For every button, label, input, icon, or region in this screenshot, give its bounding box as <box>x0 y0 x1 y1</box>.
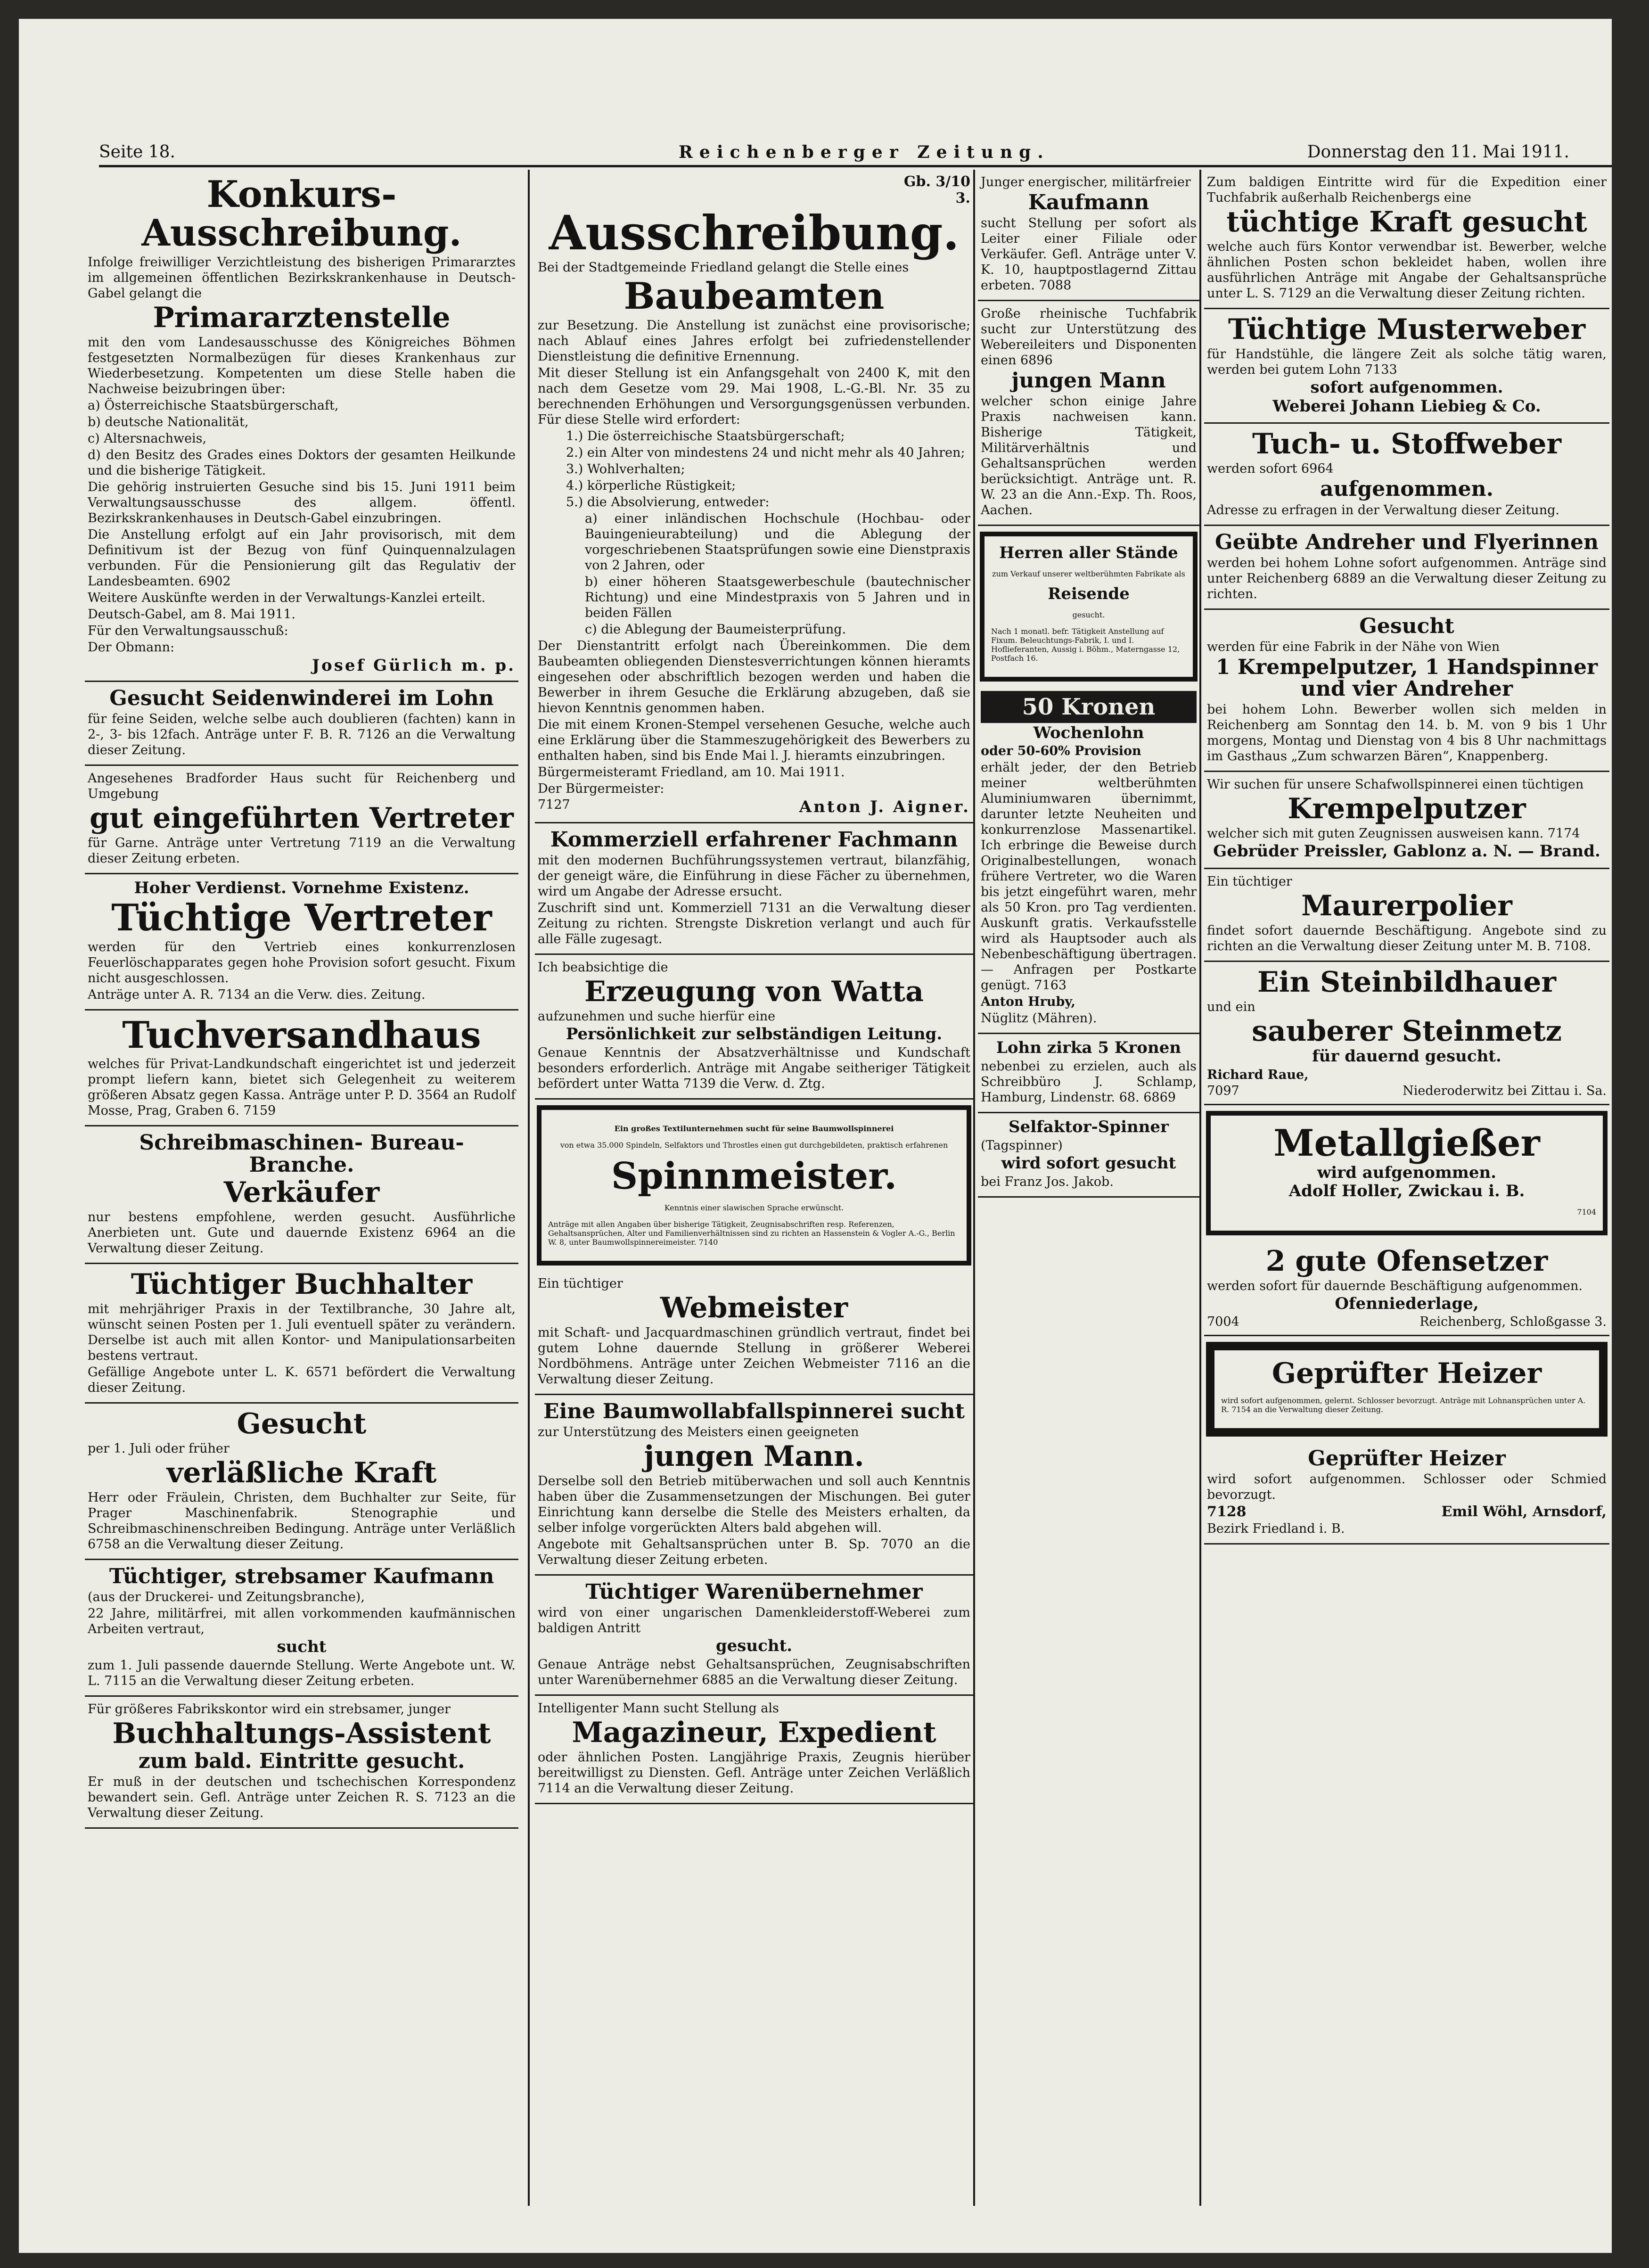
ad-signature: Anton J. Aigner. <box>799 797 970 816</box>
ad-title: Ein Steinbildhauer <box>1257 966 1557 999</box>
ad-title: gut eingeführten Vertreter <box>90 801 514 835</box>
ad-title: Erzeugung von Watta <box>584 975 924 1009</box>
ad-text: wird sofort aufgenommen. Schlosser oder Schmied bevorzugt. <box>1207 1471 1607 1502</box>
ad-line: werden für eine Fabrik in der Nähe von Wien <box>1207 639 1500 654</box>
ad-firm: Weberei Johann Liebieg & Co. <box>1272 396 1541 416</box>
ad-number: 7097 <box>1207 1083 1239 1098</box>
ad-text: Infolge freiwilliger Verzichtleistung des bisherigen Primararztes im allgemeinen öffentlichen Bezirkskrankenhause in Deutsch-Gabel gelangt die <box>88 255 516 301</box>
ad-title: Webmeister <box>660 1291 848 1324</box>
ad-text: Die mit einem Kronen-Stempel versehenen Gesuche, welche auch eine Erklärung über die Stammeszugehörigkeit des Bewerbers zu enthalten haben, sind bis Ende Mai l. J. hieramts einzubringen. <box>538 717 970 763</box>
ad-text: 22 Jahre, militärfrei, mit allen vorkommenden kaufmännischen Arbeiten vertraut, <box>88 1606 516 1636</box>
ad-seidenwinderei <box>85 682 518 766</box>
ad-wochenlohn <box>978 687 1199 1035</box>
ad-title: Gesucht Seidenwinderei im Lohn <box>109 686 494 710</box>
ad-number: 7128 <box>1207 1503 1247 1520</box>
ad-title: Tüchtiger, strebsamer Kaufmann <box>109 1564 494 1588</box>
ad-text: mit mehrjähriger Praxis in der Textilbranche, 30 Jahre alt, wünscht seinen Posten per 1. Juli eventuell später zu verändern. Derselbe ist auch mit allen Kontor- und Manipulationsarbeiten bestens vertraut. <box>88 1301 516 1363</box>
ad-place: Bürgermeisteramt Friedland, am 10. Mai 1911. <box>538 764 845 780</box>
ad-text: mit Schaft- und Jacquardmaschinen gründlich vertraut, findet bei gutem Lohne dauernde Stellung in größerer Weberei Nordböhmens. Anträge unter Zeichen Webmeister 7116 an die Verwaltung dieser Zeitung. <box>538 1325 970 1387</box>
ad-text: Anträge unter A. R. 7134 an die Verw. dies. Zeitung. <box>88 987 426 1002</box>
ad-text: welcher schon einige Jahre Praxis nachweisen kann. Bisherige Tätigkeit, Militärverhältnis und Gehaltsansprüchen werden berücksichtigt. Anträge unt. R. W. 23 an die Ann.-Exp. Th. Roos, Aachen. <box>981 394 1197 518</box>
ad-subtitle: Primararztenstelle <box>153 301 451 334</box>
ad-text: nebenbei zu erzielen, auch als Schreibbüro J. Schlamp, Hamburg, Lindenstr. 68. 6869 <box>981 1059 1197 1105</box>
ad-stoffweber <box>1204 424 1609 526</box>
ad-junger-kaufmann <box>978 170 1199 301</box>
ad-title: Kommerziell erfahrener Fachmann <box>550 827 958 852</box>
ad-text: für Garne. Anträge unter Vertretung 7119 an die Verwaltung dieser Zeitung erbeten. <box>88 835 516 866</box>
ad-number: 7127 <box>538 797 570 812</box>
ad-text: zur Besetzung. Die Anstellung ist zunächst eine provisorische; nach Ablauf eines Jahres erfolgt bei zufriedenstellender Dienstleistung die definitive Ernennung. <box>538 318 970 364</box>
ad-title: jungen Mann <box>1011 369 1166 393</box>
ad-text: von etwa 35.000 Spindeln, Selfaktors und Throstles einen gut durchgebildeten, praktisch erfahrenen <box>560 1140 948 1150</box>
ad-text: bei hohem Lohn. Bewerber wollen sich melden in Reichenberg am Sonntag den 14. b. M. von 9 bis 1 Uhr morgens, Montag und Dienstag von 4 bis 8 Uhr nachmittags im Gasthaus „Zum schwarzen Bären“, Knappenberg. <box>1207 702 1607 764</box>
ad-title: Gesucht <box>1359 614 1454 638</box>
ad-andreher <box>1204 526 1609 610</box>
ad-text: Bei der Stadtgemeinde Friedland gelangt die Stelle eines <box>538 260 909 275</box>
ad-for: Für den Verwaltungsausschuß: <box>88 623 288 638</box>
ad-subtitle: Persönlichkeit zur selbständigen Leitung. <box>566 1025 943 1044</box>
ad-webmeister <box>535 1271 973 1395</box>
list-item: 3.) Wohlverhalten; <box>566 461 685 477</box>
list-item: d) den Besitz des Grades eines Doktors der gesamten Heilkunde und die bisherige Tätigkeit. <box>88 447 516 478</box>
ad-place: Deutsch-Gabel, am 8. Mai 1911. <box>88 607 295 622</box>
ad-reference-number: 3. <box>955 190 970 206</box>
ad-text: Der Dienstantritt erfolgt nach Übereinkommen. Die dem Baubeamten obliegenden Dienstesverrichtungen können hieramts eingesehen oder abschriftlich bezogen werden und haben die Bewerber in ihrem Gesuche die Erklärung abzugeben, daß sie hievon Kenntnis genommen haben. <box>538 638 970 715</box>
list-item: 5.) die Absolvierung, entweder: <box>566 494 770 509</box>
ad-watta <box>535 955 973 1100</box>
ad-subtitle-2: für dauernd gesucht. <box>1312 1047 1501 1066</box>
ad-line: Adresse zu erfragen in der Verwaltung dieser Zeitung. <box>1207 502 1559 518</box>
ad-signature: Richard Raue, <box>1207 1067 1309 1082</box>
list-item: c) die Ablegung der Baumeisterprüfung. <box>585 622 846 637</box>
ad-line: gesucht. <box>1072 610 1105 619</box>
ad-text: Zuschrift sind unt. Kommerziell 7131 an die Verwaltung dieser Zeitung zu richten. Strengste Diskretion verlangt und auch für alle Fälle zugesagt. <box>538 901 970 947</box>
ad-title: Buchhaltungs-Assistent <box>112 1717 491 1750</box>
newspaper-title: Reichenberger Zeitung. <box>679 142 1050 162</box>
ad-magazineur <box>535 1696 973 1804</box>
ad-line: per 1. Juli oder früher <box>88 1441 230 1456</box>
ad-reisende <box>980 532 1198 681</box>
ad-buchhalter <box>85 1264 518 1404</box>
issue-date: Donnerstag den 11. Mai 1911. <box>1307 142 1569 162</box>
list-item: c) Altersnachweis, <box>88 431 207 446</box>
ad-text: Er muß in der deutschen und tschechischen Korrespondenz bewandert sein. Gefl. Anträge unter Zeichen R. S. 7123 an die Verwaltung dieser Zeitung. <box>88 1774 516 1820</box>
ad-text: Anträge mit allen Angaben über bisherige Tätigkeit, Zeugnisabschriften resp. Referenzen, Gehaltsansprüchen, Alter und Familienverhältnissen sind zu richten an Hassenstein & Vogler A.-G., Berlin W. 8, unter Baumwollspinnereimeister. 7140 <box>548 1219 955 1247</box>
ad-text: Genaue Kenntnis der Absatzverhältnisse und Kundschaft besonders erforderlich. Anträge mit Angabe seitheriger Tätigkeit befördert unter Watta 7139 die Verw. d. Ztg. <box>538 1045 970 1091</box>
ad-maurerpolier <box>1204 869 1609 962</box>
ad-text: für feine Seiden, welche selbe auch doublieren (fachten) kann in 2-, 3- bis 12fach. Anträge unter F. B. R. 7126 an die Verwaltung dieser Zeitung. <box>88 711 516 757</box>
ad-text: Die gehörig instruierten Gesuche sind bis 15. Juni 1911 beim Verwaltungsausschusse des allgem. öffentl. Bezirkskrankenhauses in Deutsch-Gabel einzubringen. <box>88 479 516 526</box>
ad-text: mit den vom Landesausschusse des Königreiches Böhmen festgesetzten Normalbezügen für dieses Krankenhaus zur Wiederbesetzung. Kompetenten um diese Stelle haben die Nachweise beizubringen über: <box>88 335 516 396</box>
ad-musterweber <box>1204 309 1609 424</box>
ad-footer-row <box>1207 1084 1607 1098</box>
column-rule <box>1199 170 1201 2206</box>
ad-text: nur bestens empfohlene, werden gesucht. Ausführliche Anerbieten unt. Gute und dauernde Existenz 6964 an die Verwaltung dieser Zeitung. <box>88 1209 516 1256</box>
ad-signature: Josef Gürlich m. p. <box>312 656 516 675</box>
ad-text: welche auch fürs Kontor verwendbar ist. Bewerber, welche ähnlichen Posten schon bekleidet haben, wollen ihre ausführlichen Anträge mit Angabe der Gehaltsansprüche unter L. S. 7129 an die Verwaltung dieser Zeitung richten. <box>1207 239 1607 301</box>
ad-verlaessliche-kraft <box>85 1404 518 1560</box>
ad-title: Selfaktor-Spinner <box>1009 1118 1169 1137</box>
ad-schreibmaschinen <box>85 1126 518 1264</box>
ad-title: Spinnmeister. <box>611 1154 897 1198</box>
ad-title: Kaufmann <box>1028 190 1149 214</box>
ad-number: 7104 <box>1577 1207 1596 1216</box>
ad-text: wird von einer ungarischen Damenkleiderstoff-Weberei zum baldigen Antritt <box>538 1605 970 1636</box>
ad-text: für Handstühle, die längere Zeit als solche tätig waren, werden bei gutem Lohn 7133 <box>1207 347 1607 377</box>
ad-title: Konkurs-Ausschreibung. <box>141 173 462 255</box>
ad-warenuebernehmer <box>535 1576 973 1696</box>
newspaper-page <box>19 19 1612 2253</box>
ad-title: Herren aller Stände <box>999 543 1178 563</box>
ad-text: wird sofort aufgenommen, gelernt. Schlosser bevorzugt. Anträge mit Lohnansprüchen unter A. R. 7154 an die Verwaltung dieser Zeitung. <box>1221 1396 1586 1414</box>
ad-lohn <box>978 1034 1199 1113</box>
ad-text: Für größeres Fabrikskontor wird ein strebsamer, junger <box>88 1701 451 1717</box>
ad-title: Metallgießer <box>1273 1121 1540 1165</box>
ad-subtitle: gesucht. <box>715 1636 793 1656</box>
ad-text: werden bei hohem Lohne sofort aufgenommen. Anträge sind unter Reichenberg 6889 an die Verwaltung dieser Zeitung zu richten. <box>1207 555 1607 601</box>
ad-spinnmeister <box>537 1105 971 1265</box>
ad-text: werden für den Vertrieb eines konkurrenzlosen Feuerlöschapparates gegen hohe Provision sofort gesucht. Fixum nicht ausgeschlossen. <box>88 939 516 986</box>
ad-subtitle: sofort aufgenommen. <box>1310 378 1503 397</box>
ad-text: welches für Privat-Landkundschaft eingerichtet ist und jederzeit prompt liefern kann, bietet sich Gelegenheit zu weiterem größeren Absatz gegen Kassa. Anträge unter P. D. 3564 an Rudolf Mosse, Prag, Graben 6. 7159 <box>88 1057 516 1118</box>
ad-title: Lohn zirka 5 Kronen <box>996 1038 1181 1058</box>
ad-fachmann <box>535 823 973 955</box>
ad-text: zum 1. Juli passende dauernde Stellung. Werte Angebote unt. W. L. 7115 an die Verwaltung dieser Zeitung erbeten. <box>88 1658 516 1688</box>
ad-subtitle: sucht <box>277 1637 327 1656</box>
ad-text: zur Unterstützung des Meisters einen geeigneten <box>538 1424 859 1439</box>
list-item: b) deutsche Nationalität, <box>88 414 249 429</box>
ad-text: Mit dieser Stellung ist ein Anfangsgehalt von 2400 K, mit den nach dem Gesetze vom 29. Mai 1908, L.-G.-Bl. Nr. 35 zu berechnenden Erhöhungen und Versorgungsgenüssen verbunden. Für diese Stelle wird erfordert: <box>538 365 970 427</box>
ad-subtitle: Wochenlohn <box>1033 723 1144 742</box>
ad-gesucht-wien <box>1204 610 1609 772</box>
column-rule <box>528 170 530 2206</box>
ad-number: 7004 <box>1207 1314 1239 1329</box>
ad-title: Tüchtige Vertreter <box>111 896 492 939</box>
ad-title: Ausschreibung. <box>549 205 960 261</box>
ad-line: Ich beabsichtige die <box>538 960 668 975</box>
ad-title: Maurerpolier <box>1301 889 1512 922</box>
ad-firm: Adolf Holler, Zwickau i. B. <box>1288 1182 1525 1201</box>
ad-title: Geübte Andreher und Flyerinnen <box>1215 530 1599 554</box>
ad-text: Die Anstellung erfolgt auf ein Jahr provisorisch, mit dem Definitivum ist der Bezug von fünf Quinquennalzulagen verbunden. Für die Pensionierung gilt das Regulativ der Landesbeamten. 6902 <box>88 527 516 589</box>
ad-text: mit den modernen Buchführungssystemen vertraut, bilanzfähig, der geneigt wäre, die Einführung in diese Fächer zu übernehmen, wird um Angabe der Adresse ersucht. <box>538 853 970 899</box>
ad-text: bei Franz Jos. Jakob. <box>981 1174 1114 1189</box>
ad-subtitle: jungen Mann. <box>644 1439 864 1473</box>
ad-subtitle: zum bald. Eintritte gesucht. <box>138 1749 465 1773</box>
ad-line: Kenntnis einer slawischen Sprache erwünscht. <box>664 1203 844 1212</box>
ad-title: Tüchtiger Buchhalter <box>131 1267 473 1301</box>
ad-heizer-box <box>1206 1342 1608 1437</box>
ad-text: Große rheinische Tuchfabrik sucht zur Unterstützung des Webereileiters und Disponenten einen 6896 <box>981 306 1197 368</box>
ad-subtitle: Baubeamten <box>624 275 885 318</box>
ad-text: zum Verkauf unserer weltberühmten Fabrikate als <box>992 569 1185 579</box>
ad-tuechtige-vertreter <box>85 874 518 1011</box>
ad-text: aufzunehmen und suche hierfür eine <box>538 1009 776 1024</box>
ad-subtitle: Reisende <box>1048 584 1130 604</box>
ad-steinbildhauer <box>1204 962 1609 1105</box>
ad-title: tüchtige Kraft gesucht <box>1226 205 1587 238</box>
ad-ausschreibung <box>535 170 973 823</box>
ad-tuchfabrik <box>978 301 1199 526</box>
ad-text: werden sofort für dauernde Beschäftigung aufgenommen. <box>1207 1278 1583 1293</box>
ad-tuechtige-kraft <box>1204 170 1609 309</box>
column-2 <box>535 170 973 2206</box>
ad-line: Intelligenter Mann sucht Stellung als <box>538 1701 779 1716</box>
ad-text: werden sofort 6964 <box>1207 461 1334 477</box>
ad-firm: Ofenniederlage, <box>1335 1294 1479 1313</box>
ad-line: (aus der Druckerei- und Zeitungsbranche), <box>88 1590 365 1604</box>
ad-text: Genaue Anträge nebst Gehaltsansprüchen, Zeugnisabschriften unter Warenübernehmer 6885 an die Verwaltung dieser Zeitung. <box>538 1657 970 1687</box>
ad-title: Geprüfter Heizer <box>1272 1356 1542 1390</box>
ad-title: Tüchtige Musterweber <box>1228 313 1586 346</box>
ad-line: Ein großes Textilunternehmen sucht für seine Baumwollspinnerei <box>614 1124 894 1133</box>
ad-title: 50 Kronen <box>981 691 1197 723</box>
column-3 <box>978 170 1199 2206</box>
ad-signature-row <box>538 797 970 816</box>
ad-signature: Emil Wöhl, Arnsdorf, <box>1441 1503 1607 1520</box>
ad-footer-row <box>1207 1315 1607 1329</box>
ad-line: Ein tüchtiger <box>1207 874 1292 889</box>
ad-konkurs <box>85 170 518 682</box>
ad-baumwollabfallspinnerei <box>535 1395 973 1576</box>
page-header <box>99 142 1612 167</box>
ad-subtitle: wird aufgenommen. <box>1317 1163 1497 1182</box>
list-item: a) Österreichische Staatsbürgerschaft, <box>88 398 339 413</box>
ad-title: Tüchtiger Warenübernehmer <box>585 1579 923 1604</box>
list-item: a) einer inländischen Hochschule (Hochbau- oder Bauingenieurabteilung) und die Ablegung der vorgeschriebenen Staatsprüfungen sowie eine Dienstpraxis von 2 Jahren, oder <box>585 511 970 573</box>
ad-title: Gesucht <box>237 1407 367 1440</box>
list-item: 4.) körperliche Rüstigkeit; <box>566 478 736 493</box>
ad-place: Reichenberg, Schloßgasse 3. <box>1419 1314 1607 1329</box>
ad-metallgiesser <box>1206 1111 1608 1235</box>
ad-line: Ein tüchtiger <box>538 1276 623 1291</box>
ad-title: Magazineur, Expedient <box>572 1716 936 1749</box>
ad-kaufmann <box>85 1560 518 1697</box>
ad-text: Derselbe soll den Betrieb mitüberwachen und soll auch Kenntnis haben über die Zusammensetzungen der Mischungen. Bei guter Einrichtung kann derselbe die Stelle des Meisters erhalten, da selber infolge vorgerückten Alters bald abgehen will. <box>538 1473 970 1535</box>
column-1 <box>85 170 518 2206</box>
ad-place: Bezirk Friedland i. B. <box>1207 1521 1345 1536</box>
ad-role: Der Bürgermeister: <box>538 781 665 796</box>
ad-title: Tuchversandhaus <box>122 1013 481 1057</box>
ad-tuchversandhaus <box>85 1011 518 1127</box>
list-item: 1.) Die österreichische Staatsbürgerschaft; <box>566 428 845 444</box>
ad-text: welcher sich mit guten Zeugnissen ausweisen kann. 7174 <box>1207 826 1580 841</box>
ad-title: Geprüfter Heizer <box>1308 1446 1506 1471</box>
ad-text: Weitere Auskünfte werden in der Verwaltungs-Kanzlei erteilt. <box>88 590 486 605</box>
page-number: Seite 18. <box>99 142 175 162</box>
ad-line: (Tagspinner) <box>981 1138 1063 1153</box>
list-item: b) einer höheren Staatsgewerbeschule (bautechnischer Richtung) und eine Mindestpraxis von 5 Jahren und in beiden Fällen <box>585 574 970 620</box>
ad-title: Tuch- u. Stoffweber <box>1252 427 1561 461</box>
ad-selfaktor-spinner <box>978 1113 1199 1197</box>
ad-place: Nüglitz (Mähren). <box>981 1011 1097 1026</box>
ad-title: Eine Baumwollabfallspinnerei sucht <box>543 1399 965 1423</box>
ad-vertreter-garne <box>85 766 518 874</box>
ad-place: Niederoderwitz bei Zittau i. Sa. <box>1403 1083 1607 1098</box>
ad-text: Angebote mit Gehaltsansprüchen unter B. Sp. 7070 an die Verwaltung dieser Zeitung erbeten. <box>538 1537 970 1567</box>
ad-krempelputzer <box>1204 772 1609 869</box>
column-4 <box>1204 170 1609 2206</box>
ad-subtitle: aufgenommen. <box>1320 477 1493 501</box>
ad-subtitle: verläßliche Kraft <box>166 1456 437 1489</box>
list-item: 2.) ein Alter von mindestens 24 und nicht mehr als 40 Jahren; <box>566 445 965 460</box>
column-rule <box>973 170 975 2206</box>
ad-buchhaltungs-assistent <box>85 1697 518 1829</box>
ad-line: Hoher Verdienst. Vornehme Existenz. <box>134 878 469 897</box>
ad-title: Krempelputzer <box>1288 792 1526 826</box>
ad-role: Der Obmann: <box>88 640 175 655</box>
ad-signature: Anton Hruby, <box>981 994 1075 1010</box>
ad-subtitle: wird sofort gesucht <box>1001 1153 1176 1173</box>
ad-heizer <box>1204 1442 1609 1545</box>
ad-footer-row <box>1207 1504 1607 1520</box>
ad-line: Wir suchen für unsere Schafwollspinnerei einen tüchtigen <box>1207 777 1584 792</box>
ad-subtitle: Verkäufer <box>223 1175 380 1209</box>
ad-text: sucht Stellung per sofort als Leiter einer Filiale oder Verkäufer. Gefl. Anträge unter V. K. 10, hauptpostlagernd Zittau erbeten. 7088 <box>981 216 1197 293</box>
ad-reference: Gb. 3/10 <box>903 173 970 190</box>
ad-title: Schreibmaschinen- Bureau-Branche. <box>139 1131 464 1177</box>
ad-text: findet sofort dauernde Beschäftigung. Angebote sind zu richten an die Verwaltung dieser Zeitung unter M. B. 7108. <box>1207 923 1607 953</box>
ad-text: Zum baldigen Eintritte wird für die Expedition einer Tuchfabrik außerhalb Reichenbergs eine <box>1207 175 1607 205</box>
ad-subtitle: 1 Krempelputzer, 1 Handspinner und vier Andreher <box>1215 655 1598 701</box>
ad-ofensetzer <box>1204 1241 1609 1336</box>
ad-text: oder ähnlichen Posten. Langjährige Praxis, Zeugnis hierüber bereitwilligst zu Diensten. Gefl. Anträge unter Zeichen Verläßlich 7114 an die Verwaltung dieser Zeitung. <box>538 1750 970 1796</box>
ad-line: Junger energischer, militärfreier <box>981 175 1191 189</box>
ad-text: erhält jeder, der den Betrieb meiner weltberühmten Aluminiumwaren übernimmt, darunter letzte Neuheiten und konkurrenzlose Massenartikel. Ich erbringe die Beweise durch Originalbestellungen, wonach frühere Vertreter, wo die Waren bis jetzt eingeführt waren, mehr als 50 Kron. pro Tag verdienten. Auskunft gratis. Verkaufsstelle wird als Hauptsoder auch als Nebenbeschäftigung übertragen. — Anfragen per Postkarte genügt. 7163 <box>981 760 1197 993</box>
ad-line: und ein <box>1207 1000 1255 1014</box>
ad-text: Nach 1 monatl. befr. Tätigkeit Anstellung auf Fixum. Beleuchtungs-Fabrik, I. und I. Hoflieferanten, Aussig i. Böhm., Materngasse 12, Postfach 16. <box>991 626 1180 663</box>
ad-subtitle: sauberer Steinmetz <box>1252 1015 1562 1048</box>
ad-text: Herr oder Fräulein, Christen, dem Buchhalter zur Seite, für Prager Maschinenfabrik. Stenographie und Schreibmaschinenschreiben Bedingung. Anträge unter Verläßlich 6758 an die Verwaltung dieser Zeitung. <box>88 1490 516 1552</box>
ad-title: 2 gute Ofensetzer <box>1265 1244 1548 1278</box>
ad-line: oder 50-60% Provision <box>981 744 1141 759</box>
ad-text: Angesehenes Bradforder Haus sucht für Reichenberg und Umgebung <box>88 771 516 801</box>
ad-text: Gefällige Angebote unter L. K. 6571 befördert die Verwaltung dieser Zeitung. <box>88 1364 516 1395</box>
ad-firm: Gebrüder Preissler, Gablonz a. N. — Brand. <box>1213 842 1600 861</box>
